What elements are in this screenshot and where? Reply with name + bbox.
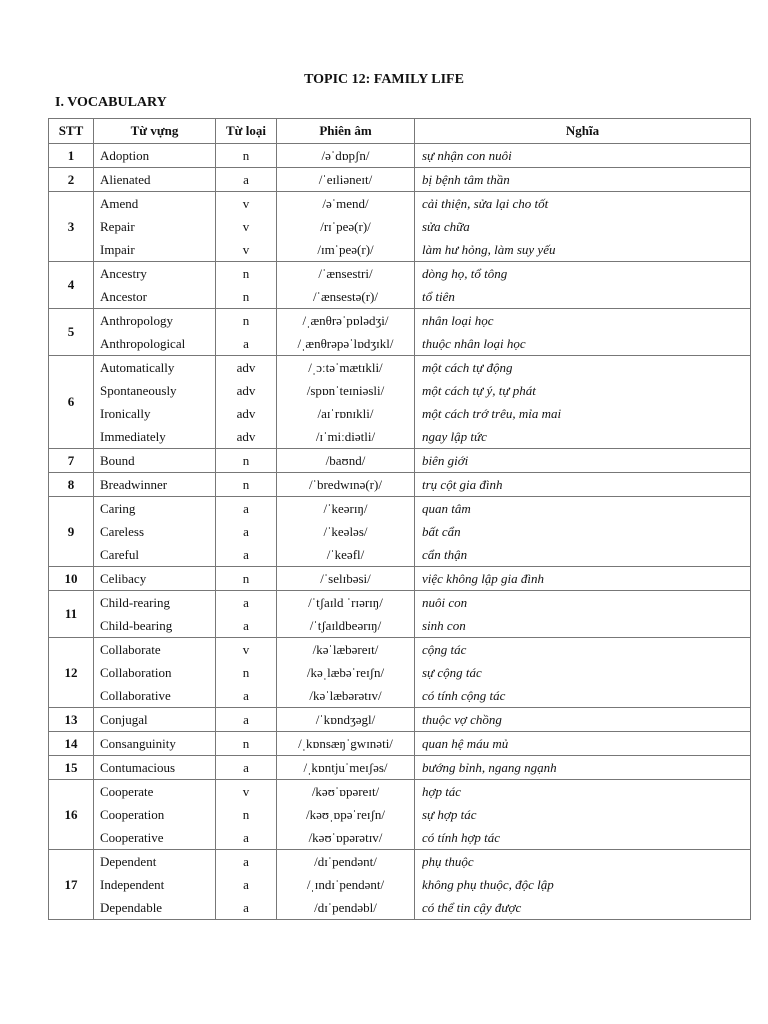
phonetic-transcription: /ˈkɒndʒəgl/ [315,712,376,727]
table-row [49,192,751,262]
phonetic-transcription-cell [277,192,415,262]
vocabulary-word: Dependable [100,900,163,915]
part-of-speech: a [243,595,249,610]
table-row [49,567,751,591]
table-row [49,850,751,920]
row-number: 17 [49,850,94,920]
vocabulary-word: Spontaneously [100,383,177,398]
part-of-speech: v [242,242,250,257]
row-number: 1 [49,144,94,168]
vocabulary-word-cell [94,732,216,756]
phonetic-transcription-cell [277,168,415,192]
vietnamese-meaning: nuôi con [422,595,468,610]
vocabulary-word: Ancestor [100,289,147,304]
part-of-speech: adv [236,360,256,375]
part-of-speech-cell [216,638,277,708]
table-row [49,144,751,168]
vocabulary-word-cell [94,192,216,262]
vocabulary-word: Consanguinity [100,736,176,751]
vocabulary-word: Ancestry [100,266,147,281]
row-number: 5 [49,309,94,356]
vietnamese-meaning: hợp tác [422,784,462,799]
vietnamese-meaning-cell [415,780,751,850]
phonetic-transcription: /ˌɪndɪˈpendənt/ [306,877,385,892]
header-ipa: Phiên âm [277,119,415,144]
phonetic-transcription-cell [277,708,415,732]
vietnamese-meaning-cell [415,708,751,732]
vocabulary-word-cell [94,262,216,309]
table-row [49,780,751,850]
vocabulary-word-cell [94,756,216,780]
table-row [49,449,751,473]
vietnamese-meaning-cell [415,591,751,638]
vocabulary-word-cell [94,144,216,168]
vocabulary-word: Collaborate [100,642,161,657]
row-number: 8 [49,473,94,497]
phonetic-transcription: /ˈeɪliəneɪt/ [318,172,373,187]
vocabulary-word: Child-rearing [100,595,171,610]
part-of-speech: a [243,830,249,845]
vocabulary-word: Bound [100,453,135,468]
page-title: TOPIC 12: FAMILY LIFE [304,72,464,87]
table-body [49,144,751,920]
vietnamese-meaning: có thể tin cậy được [422,900,522,915]
phonetic-transcription: /əˈmend/ [322,196,369,211]
phonetic-transcription: /ˌkɒntjuˈmeɪʃəs/ [303,760,388,775]
phonetic-transcription-cell [277,449,415,473]
part-of-speech: n [242,807,250,822]
vocabulary-word: Amend [100,196,139,211]
phonetic-transcription: /ˈænsestri/ [318,266,373,281]
part-of-speech: a [243,760,249,775]
vocabulary-word: Alienated [100,172,151,187]
part-of-speech-cell [216,708,277,732]
phonetic-transcription-cell [277,756,415,780]
vietnamese-meaning: bướng bỉnh, ngang ngạnh [422,760,557,775]
table-row [49,497,751,567]
phonetic-transcription-cell [277,497,415,567]
table-row [49,756,751,780]
vocabulary-word-cell [94,850,216,920]
vocabulary-word: Celibacy [100,571,147,586]
vietnamese-meaning-cell [415,449,751,473]
part-of-speech-cell [216,168,277,192]
part-of-speech-cell [216,309,277,356]
phonetic-transcription-cell [277,309,415,356]
table-row [49,473,751,497]
vietnamese-meaning-cell [415,168,751,192]
vocabulary-word: Breadwinner [100,477,168,492]
row-number: 15 [49,756,94,780]
vietnamese-meaning: có tính hợp tác [422,830,501,845]
vocabulary-word: Cooperate [100,784,154,799]
vocabulary-word: Cooperative [100,830,164,845]
header-pos: Từ loại [216,119,277,144]
vietnamese-meaning: phụ thuộc [422,854,474,869]
table-row [49,262,751,309]
table-row [49,638,751,708]
vietnamese-meaning-cell [415,356,751,449]
phonetic-transcription: /dɪˈpendənt/ [314,854,377,869]
vietnamese-meaning-cell [415,144,751,168]
phonetic-transcription: /əˈdɒpʃn/ [321,148,370,163]
phonetic-transcription-cell [277,262,415,309]
phonetic-transcription-cell [277,356,415,449]
phonetic-transcription: /dɪˈpendəbl/ [314,900,377,915]
phonetic-transcription: /kəˌlæbəˈreɪʃn/ [306,665,385,680]
part-of-speech: a [243,524,249,539]
vietnamese-meaning: ngay lập tức [422,429,487,444]
row-number: 16 [49,780,94,850]
part-of-speech-cell [216,356,277,449]
vocabulary-word: Independent [100,877,165,892]
vocabulary-table [48,118,751,920]
phonetic-transcription-cell [277,732,415,756]
vietnamese-meaning: bị bệnh tâm thần [422,172,510,187]
vietnamese-meaning: cẩn thận [422,547,468,562]
row-number: 10 [49,567,94,591]
part-of-speech: a [243,336,249,351]
vietnamese-meaning-cell [415,497,751,567]
vietnamese-meaning: nhân loại học [422,313,494,328]
vocabulary-word-cell [94,168,216,192]
part-of-speech: v [242,196,250,211]
phonetic-transcription: /kəʊˌɒpəˈreɪʃn/ [306,807,385,822]
vietnamese-meaning: việc không lập gia đình [422,571,545,586]
vocabulary-word: Anthropological [100,336,186,351]
vietnamese-meaning: quan hệ máu mủ [422,736,509,751]
part-of-speech: a [243,618,249,633]
phonetic-transcription-cell [277,144,415,168]
vietnamese-meaning: cộng tác [422,642,467,657]
phonetic-transcription-cell [277,638,415,708]
part-of-speech: n [242,571,250,586]
part-of-speech-cell [216,732,277,756]
phonetic-transcription: /ˈkeəfl/ [326,547,365,562]
vocabulary-word: Child-bearing [100,618,173,633]
vocabulary-word: Careful [100,547,139,562]
vocabulary-word: Careless [100,524,145,539]
part-of-speech: v [242,219,250,234]
row-number: 6 [49,356,94,449]
vocabulary-word: Collaborative [100,688,171,703]
phonetic-transcription: /ˌkɒnsæŋˈgwɪnəti/ [298,736,393,751]
part-of-speech-cell [216,473,277,497]
vietnamese-meaning: sửa chữa [422,219,470,234]
vocabulary-word: Automatically [100,360,175,375]
phonetic-transcription: /ˌænθrəˈpɒlədʒi/ [302,313,389,328]
part-of-speech-cell [216,192,277,262]
vocabulary-word: Anthropology [100,313,173,328]
vocabulary-word: Ironically [100,406,151,421]
phonetic-transcription: /ˈkeələs/ [323,524,368,539]
vietnamese-meaning: không phụ thuộc, độc lập [422,877,554,892]
part-of-speech: a [243,900,249,915]
vietnamese-meaning: sự nhận con nuôi [422,148,512,163]
vocabulary-word-cell [94,638,216,708]
table-row [49,309,751,356]
part-of-speech: n [242,477,250,492]
phonetic-transcription: /ˌɔːtəˈmætɪkli/ [308,360,383,375]
part-of-speech-cell [216,144,277,168]
part-of-speech: a [243,547,249,562]
vietnamese-meaning: một cách tự ý, tự phát [422,383,536,398]
phonetic-transcription: /ˈtʃaɪldbeərɪŋ/ [309,618,382,633]
part-of-speech: a [243,712,249,727]
phonetic-transcription: /ˈbredwɪnə(r)/ [309,477,382,492]
vietnamese-meaning: làm hư hỏng, làm suy yếu [422,242,556,257]
vietnamese-meaning: bất cẩn [422,524,461,539]
phonetic-transcription: /aɪˈrɒnɪkli/ [317,406,374,421]
header-word: Từ vựng [94,119,216,144]
part-of-speech-cell [216,497,277,567]
part-of-speech: adv [236,429,256,444]
phonetic-transcription-cell [277,780,415,850]
vietnamese-meaning: cải thiện, sửa lại cho tốt [422,196,549,211]
phonetic-transcription-cell [277,567,415,591]
section-heading: I. VOCABULARY [55,95,167,110]
part-of-speech: a [243,688,249,703]
vocabulary-word-cell [94,497,216,567]
row-number: 2 [49,168,94,192]
row-number: 11 [49,591,94,638]
part-of-speech: n [242,313,250,328]
vocabulary-word: Conjugal [100,712,148,727]
vietnamese-meaning: tổ tiên [422,289,455,304]
vietnamese-meaning-cell [415,638,751,708]
part-of-speech-cell [216,591,277,638]
vocabulary-word-cell [94,473,216,497]
part-of-speech: n [242,266,250,281]
vocabulary-word-cell [94,780,216,850]
phonetic-transcription: /ˈselɪbəsi/ [320,571,371,586]
vocabulary-word-cell [94,449,216,473]
part-of-speech: a [243,877,249,892]
table-header-row [49,119,751,144]
part-of-speech: adv [236,406,256,421]
vietnamese-meaning: thuộc nhân loại học [422,336,526,351]
vietnamese-meaning: dòng họ, tổ tông [422,266,508,281]
vietnamese-meaning-cell [415,309,751,356]
table-row [49,591,751,638]
part-of-speech-cell [216,449,277,473]
vietnamese-meaning: sự cộng tác [422,665,482,680]
vocabulary-word: Adoption [100,148,150,163]
table-row [49,708,751,732]
phonetic-transcription: /kəˈlæbəreɪt/ [312,642,379,657]
part-of-speech: a [243,854,249,869]
part-of-speech-cell [216,850,277,920]
part-of-speech: n [242,736,250,751]
vietnamese-meaning: biên giới [422,453,469,468]
part-of-speech: v [242,642,250,657]
vocabulary-word: Dependent [100,854,157,869]
vietnamese-meaning-cell [415,567,751,591]
phonetic-transcription: /kəˈlæbərətɪv/ [309,688,382,703]
phonetic-transcription: /spɒnˈteɪniəsli/ [306,383,385,398]
vocabulary-word-cell [94,356,216,449]
part-of-speech-cell [216,262,277,309]
phonetic-transcription: /baʊnd/ [325,453,366,468]
table-row [49,168,751,192]
part-of-speech: n [242,453,250,468]
vietnamese-meaning: trụ cột gia đình [422,477,503,492]
vocabulary-word-cell [94,567,216,591]
phonetic-transcription: /ɪˈmiːdiətli/ [315,429,376,444]
part-of-speech-cell [216,756,277,780]
vietnamese-meaning: có tính cộng tác [422,688,506,703]
phonetic-transcription-cell [277,850,415,920]
row-number: 7 [49,449,94,473]
vocabulary-word: Contumacious [100,760,176,775]
phonetic-transcription: /ˌænθrəpəˈlɒdʒɪkl/ [297,336,394,351]
table-row [49,356,751,449]
row-number: 12 [49,638,94,708]
part-of-speech: n [242,665,250,680]
vietnamese-meaning-cell [415,192,751,262]
part-of-speech: n [242,289,250,304]
phonetic-transcription: /ˈtʃaɪld ˈrɪərɪŋ/ [308,595,383,610]
vocabulary-word-cell [94,591,216,638]
vietnamese-meaning-cell [415,473,751,497]
vietnamese-meaning-cell [415,732,751,756]
row-number: 3 [49,192,94,262]
vocabulary-word: Collaboration [100,665,172,680]
phonetic-transcription: /rɪˈpeə(r)/ [320,219,371,234]
vocabulary-word-cell [94,309,216,356]
vietnamese-meaning-cell [415,850,751,920]
phonetic-transcription: /kəʊˈɒpərətɪv/ [308,830,383,845]
phonetic-transcription: /ɪmˈpeə(r)/ [317,242,374,257]
phonetic-transcription-cell [277,591,415,638]
vietnamese-meaning: một cách tự động [422,360,513,375]
vietnamese-meaning: sự hợp tác [422,807,477,822]
vietnamese-meaning-cell [415,756,751,780]
part-of-speech-cell [216,567,277,591]
vocabulary-word: Repair [100,219,135,234]
phonetic-transcription: /kəʊˈɒpəreɪt/ [311,784,380,799]
part-of-speech: a [243,172,249,187]
part-of-speech-cell [216,780,277,850]
vietnamese-meaning: sinh con [422,618,466,633]
part-of-speech: n [242,148,250,163]
header-meaning: Nghĩa [415,119,751,144]
vietnamese-meaning: một cách trớ trêu, mỉa mai [422,406,562,421]
vietnamese-meaning: quan tâm [422,501,471,516]
row-number: 14 [49,732,94,756]
phonetic-transcription: /ˈkeərɪŋ/ [323,501,368,516]
part-of-speech: v [242,784,250,799]
vocabulary-word-cell [94,708,216,732]
vocabulary-word: Cooperation [100,807,165,822]
row-number: 13 [49,708,94,732]
vocabulary-word: Caring [100,501,136,516]
header-stt: STT [49,119,94,144]
vietnamese-meaning: thuộc vợ chồng [422,712,502,727]
table-row [49,732,751,756]
vietnamese-meaning-cell [415,262,751,309]
vocabulary-word: Impair [100,242,135,257]
part-of-speech: a [243,501,249,516]
part-of-speech: adv [236,383,256,398]
row-number: 4 [49,262,94,309]
row-number: 9 [49,497,94,567]
phonetic-transcription-cell [277,473,415,497]
phonetic-transcription: /ˈænsestə(r)/ [313,289,378,304]
vocabulary-word: Immediately [100,429,166,444]
